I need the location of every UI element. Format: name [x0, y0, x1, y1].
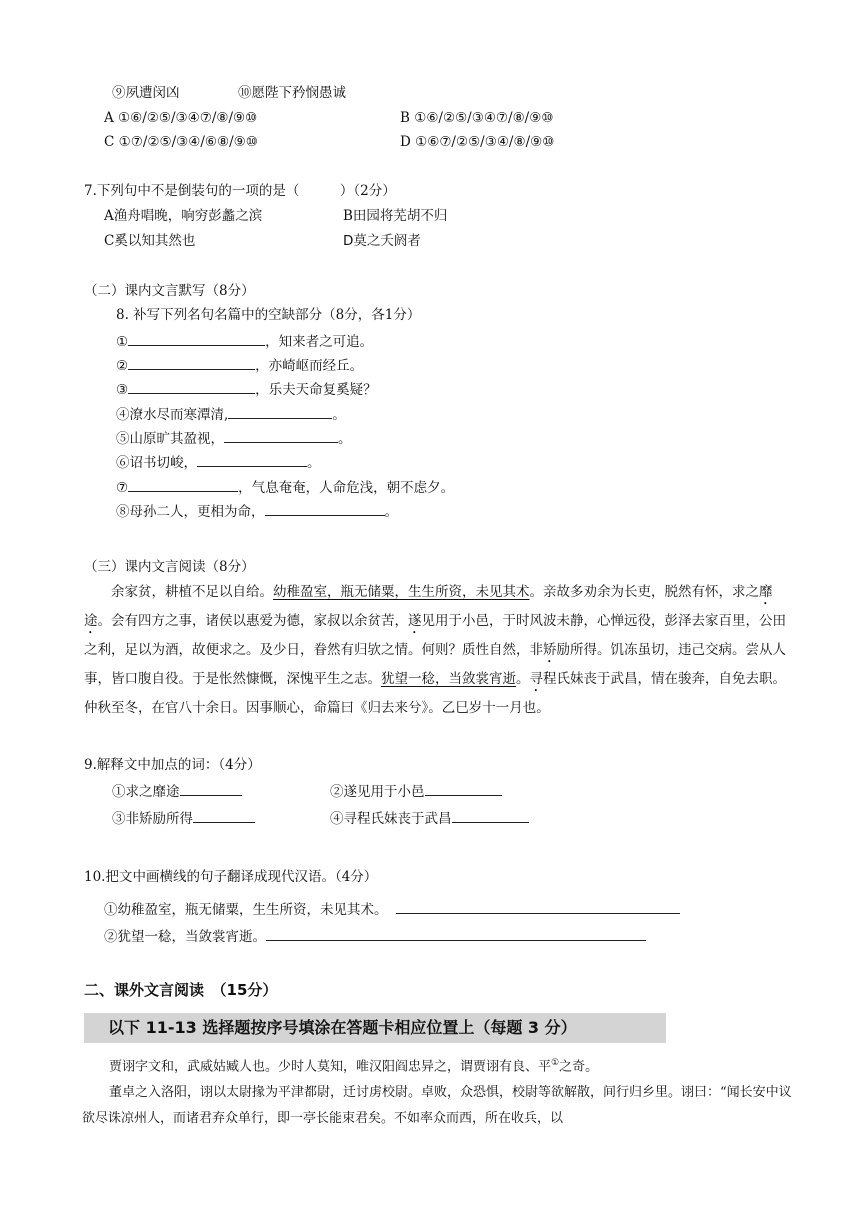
extra-reading-passage [82, 1050, 798, 1132]
q10-item-2 [104, 926, 646, 946]
passage-text: 。 [516, 671, 530, 687]
q10-item-text: ②犹望一稔，当敛裳宵逝。 [104, 929, 266, 945]
passage-paragraph-1 [82, 1050, 798, 1080]
passage-text: 程氏妹丧于武昌，情在骏奔，自免去职。仲秋至冬，在官八十余日。因事顺心，命篇曰《归去来兮》。乙巳岁十一月也。 [84, 671, 786, 716]
answer-blank[interactable] [128, 477, 238, 492]
q6-option-c: C ①⑦/②⑤/③④/⑥⑧/⑨⑩ [104, 134, 258, 150]
q7-option-d-text: 莫之夭阏者 [353, 233, 421, 249]
q9-item-text: ④寻程氏妹丧于武昌 [330, 811, 452, 827]
q10-item-1 [104, 899, 680, 919]
underlined-sentence-1: 幼稚盈室，瓶无储粟，生生所资，未见其术 [273, 584, 530, 600]
q6-option-d: D ①⑥⑦/②⑤/③④/⑧/⑨⑩ [400, 134, 555, 150]
q6-option-b: B ①⑥/②⑤/③④⑦/⑧/⑨⑩ [400, 110, 554, 126]
part-2-title: 二、课外文言阅读 （15分） [84, 981, 278, 999]
answer-blank[interactable] [452, 808, 529, 823]
q8-stem: 8. 补写下列名句名篇中的空缺部分（8分，各1分） [116, 307, 421, 323]
q7-option-c: C奚以知其然也 [104, 233, 196, 249]
q7-option-a: A渔舟唱晚，响穷彭蠡之滨 [104, 208, 263, 224]
answer-blank[interactable] [180, 781, 242, 796]
passage-text: 见用于小邑，于时风波未静，心惮远役，彭泽去家百里，公田之利，足以为酒，故便求之。及少日，眷然有归欤之情。何则？质性自然，非 [84, 613, 786, 658]
answer-blank[interactable] [266, 926, 646, 941]
passage-text: 。亲故多劝余为长吏，脱然有怀，求之 [529, 584, 759, 600]
fill-line-prefix: ⑤山原旷其盈视， [116, 431, 224, 447]
passage-text: 贾诩字文和，武威姑臧人也。少时人莫知，唯汉阳阎忠异之，谓贾诩有良、平 [109, 1059, 552, 1075]
fill-line-2 [116, 355, 363, 375]
q7-option-d-letter: D [343, 233, 354, 249]
passage-text: 励所得。饥冻虽切，违己交病。尝从人事，皆口腹自役。于是怅然慷慨，深愧平生之志。 [84, 642, 786, 687]
dotted-word: 遂 [408, 613, 422, 629]
answer-blank[interactable] [265, 501, 385, 516]
answer-blank[interactable] [193, 808, 255, 823]
footnote-marker: ① [551, 1058, 560, 1068]
answer-blank[interactable] [396, 899, 680, 914]
q9-item-4 [330, 808, 529, 828]
fill-line-suffix: ，气息奄奄，人命危浅，朝不虑夕。 [238, 480, 455, 496]
answer-blank[interactable] [228, 404, 332, 419]
fill-line-prefix: ② [116, 358, 129, 374]
fill-line-6 [116, 452, 321, 472]
q10-stem: 10.把文中画横线的句子翻译成现代汉语。（4分） [84, 869, 378, 885]
passage-text: 之奇。 [559, 1059, 599, 1075]
q9-item-text: ②遂见用于小邑 [330, 784, 425, 800]
fill-line-prefix: ⑧母孙二人，更相为命， [116, 504, 265, 520]
fill-line-8 [116, 501, 398, 521]
reading-passage [84, 579, 796, 722]
q9-stem: 9.解释文中加点的词：（4分） [84, 757, 261, 773]
passage-text: 董卓之入洛阳，诩以太尉掾为平津都尉，迁讨虏校尉。卓败，众恐惧，校尉等欲解散，间行归乡里。诩曰：“闻长安中议欲尽诛凉州人，而诸君弃众单行，即一亭长能束君矣。不如率众而西，所在收兵，以 [82, 1085, 792, 1127]
passage-paragraph-2 [82, 1080, 798, 1132]
answer-blank[interactable] [197, 452, 307, 467]
q7-option-d [343, 232, 421, 250]
fill-line-suffix: 。 [332, 407, 346, 423]
fill-line-4 [116, 404, 346, 424]
fill-line-prefix: ③ [116, 382, 129, 398]
answer-blank[interactable] [128, 331, 265, 346]
fill-line-7 [116, 477, 454, 497]
q9-item-3 [112, 808, 255, 828]
q6-item-9: ⑨夙遭闵凶 [112, 85, 180, 101]
underlined-sentence-2: 犹望一稔，当敛裳宵逝 [381, 671, 516, 687]
q9-item-2 [330, 781, 502, 801]
fill-line-3 [116, 379, 377, 399]
answer-blank[interactable] [425, 781, 502, 796]
answer-blank[interactable] [128, 355, 255, 370]
section-2-title: （二）课内文言默写（8分） [84, 283, 255, 299]
q6-option-a: A ①⑥/②⑤/③④⑦/⑧/⑨⑩ [104, 110, 258, 126]
q7-stem: 7.下列句中不是倒装句的一项的是（ ）（2分） [84, 183, 396, 199]
answer-blank[interactable] [128, 379, 255, 394]
fill-line-suffix: 。 [338, 431, 352, 447]
passage-text: 余家贫，耕植不足以自给。 [111, 584, 273, 600]
fill-line-1 [116, 331, 373, 351]
fill-line-suffix: ，亦崎岖而经丘。 [255, 358, 364, 374]
q9-item-text: ③非矫励所得 [112, 811, 193, 827]
fill-line-prefix: ⑦ [116, 480, 129, 496]
fill-line-suffix: 。 [307, 455, 321, 471]
q10-item-text: ①幼稚盈室，瓶无储粟，生生所资，未见其术。 [104, 902, 388, 918]
fill-line-5 [116, 428, 352, 448]
answer-blank[interactable] [224, 428, 338, 443]
fill-line-prefix: ① [116, 334, 129, 350]
passage-text: 。会有四方之事，诸侯以惠爱为德，家叔以余贫苦， [97, 613, 408, 629]
section-3-title: （三）课内文言阅读（8分） [84, 559, 255, 575]
fill-line-prefix: ⑥诏书切峻， [116, 455, 197, 471]
q9-item-text: ①求之靡途 [112, 784, 180, 800]
dotted-word: 矫 [543, 642, 557, 658]
fill-line-suffix: ，乐夫天命复奚疑？ [255, 382, 377, 398]
q7-option-b: B田园将芜胡不归 [343, 208, 448, 224]
fill-line-prefix: ④潦水尽而寒潭清, [116, 407, 229, 423]
dotted-word: 寻 [529, 671, 543, 687]
q6-item-10: ⑩愿陛下矜悯愚诚 [238, 85, 346, 101]
fill-line-suffix: ，知来者之可追。 [265, 334, 374, 350]
instruction-banner: 以下 11-13 选择题按序号填涂在答题卡相应位置上（每题 3 分） [84, 1013, 666, 1043]
q9-item-1 [112, 781, 242, 801]
dotted-word: 靡途 [84, 584, 773, 629]
fill-line-suffix: 。 [384, 504, 398, 520]
